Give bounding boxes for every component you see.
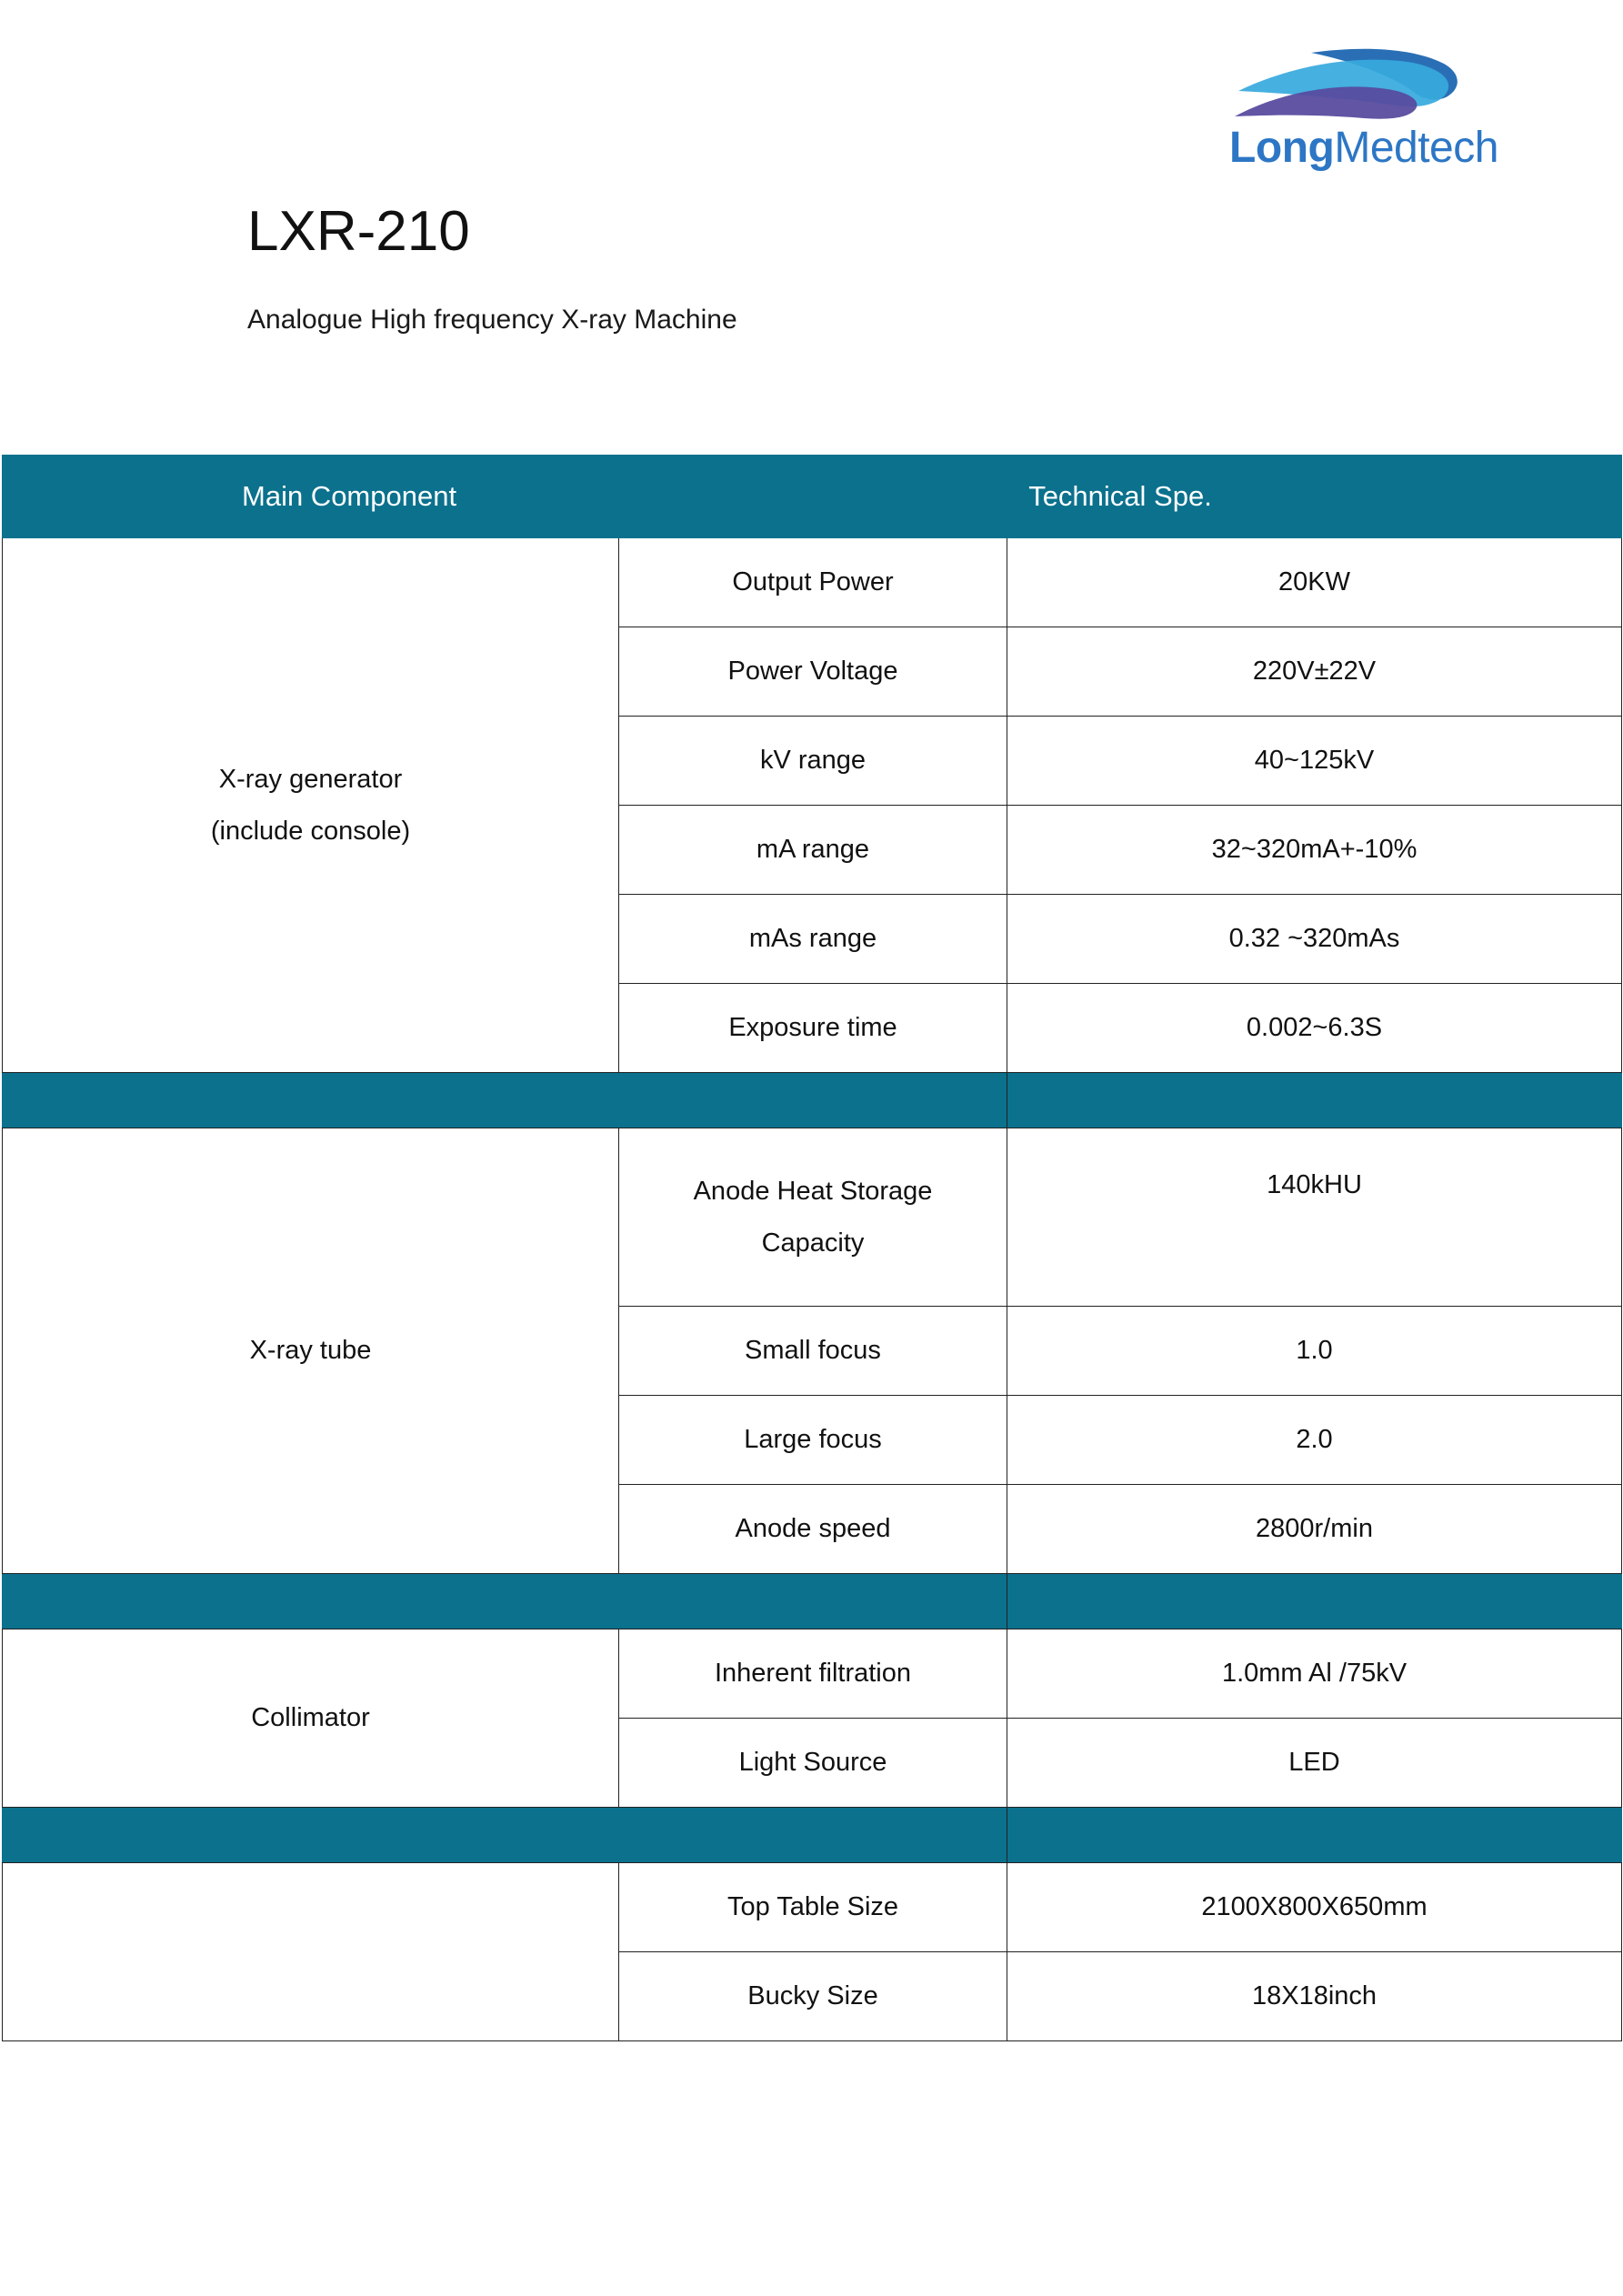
component-label-line2: (include console) [210,816,411,846]
value-small-focus: 1.0 [1007,1307,1622,1396]
brand-name-bold: Long [1229,124,1335,172]
value-light-source: LED [1007,1719,1622,1808]
item-label-line1: Anode Heat Storage [693,1176,933,1206]
section-separator [3,1073,1622,1128]
component-blank [3,1863,619,2041]
component-label-line1: X-ray generator [218,764,403,794]
item-light-source: Light Source [619,1719,1007,1808]
value-anode-heat-storage-capacity: 140kHU [1007,1128,1622,1307]
separator-cell [619,1073,1007,1128]
value-anode-speed: 2800r/min [1007,1485,1622,1574]
separator-cell [3,1073,619,1128]
item-large-focus: Large focus [619,1396,1007,1485]
item-ma-range: mA range [619,806,1007,895]
item-anode-heat-storage-capacity [619,1128,1007,1307]
table-row [3,1863,1622,1952]
item-output-power: Output Power [619,538,1007,627]
brand-logo [1173,25,1555,170]
separator-cell [1007,1574,1622,1629]
value-output-power: 20KW [1007,538,1622,627]
three-wave-leaf-logo-icon [1227,25,1500,121]
page-title: LXR-210 [247,200,470,263]
value-kv-range: 40~125kV [1007,717,1622,806]
title-block [247,202,1247,336]
separator-cell [619,1574,1007,1629]
item-mas-range: mAs range [619,895,1007,984]
section-separator [3,1808,1622,1863]
component-collimator: Collimator [3,1629,619,1808]
specification-table [2,455,1622,2041]
separator-cell [1007,1808,1622,1863]
value-mas-range: 0.32 ~320mAs [1007,895,1622,984]
value-bucky-size: 18X18inch [1007,1952,1622,2041]
brand-name-light: Medtech [1334,124,1498,172]
header-technical-spe: Technical Spe. [619,456,1622,538]
section-separator [3,1574,1622,1629]
component-xray-generator [3,538,619,1073]
item-small-focus: Small focus [619,1307,1007,1396]
item-top-table-size: Top Table Size [619,1863,1007,1952]
separator-cell [3,1574,619,1629]
item-inherent-filtration: Inherent filtration [619,1629,1007,1719]
specification-table-container [2,455,1621,2041]
table-row [3,538,1622,627]
value-top-table-size: 2100X800X650mm [1007,1863,1622,1952]
component-xray-tube: X-ray tube [3,1128,619,1574]
value-ma-range: 32~320mA+-10% [1007,806,1622,895]
item-kv-range: kV range [619,717,1007,806]
table-row [3,1128,1622,1307]
item-exposure-time: Exposure time [619,984,1007,1073]
item-power-voltage: Power Voltage [619,627,1007,717]
value-power-voltage: 220V±22V [1007,627,1622,717]
separator-cell [619,1808,1007,1863]
item-anode-speed: Anode speed [619,1485,1007,1574]
brand-wordmark [1173,126,1555,170]
value-exposure-time: 0.002~6.3S [1007,984,1622,1073]
page-subtitle: Analogue High frequency X-ray Machine [247,305,737,336]
header-main-component: Main Component [3,456,619,538]
value-large-focus: 2.0 [1007,1396,1622,1485]
table-row [3,1629,1622,1719]
separator-cell [1007,1073,1622,1128]
value-inherent-filtration: 1.0mm Al /75kV [1007,1629,1622,1719]
item-bucky-size: Bucky Size [619,1952,1007,2041]
separator-cell [3,1808,619,1863]
table-header-row [3,456,1622,538]
item-label-line2: Capacity [761,1228,865,1258]
